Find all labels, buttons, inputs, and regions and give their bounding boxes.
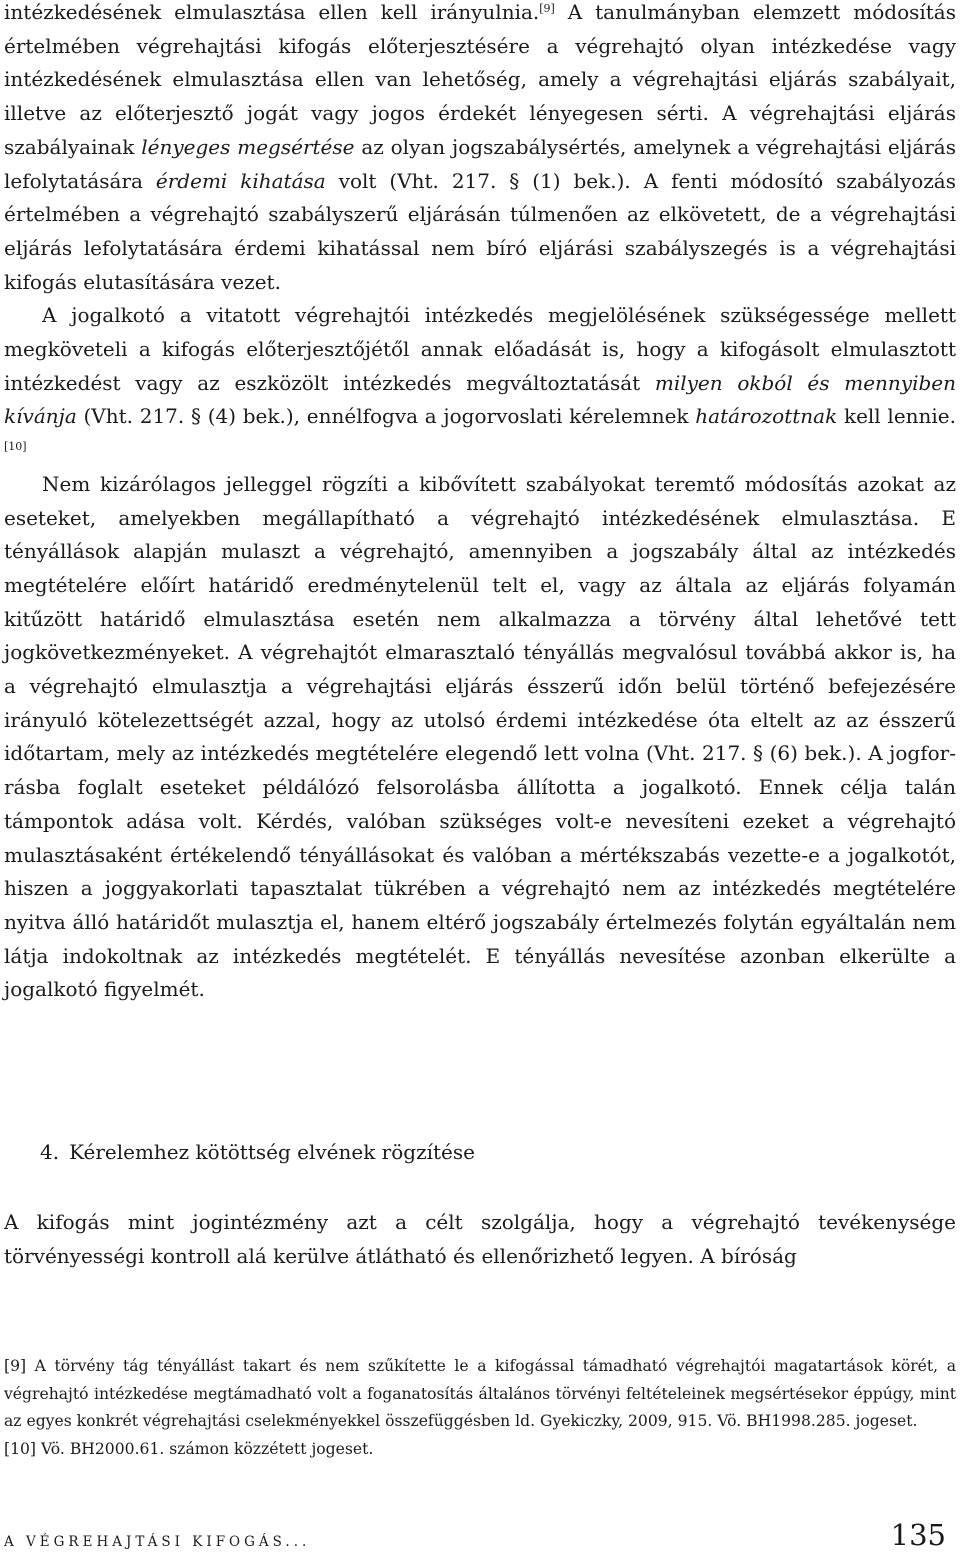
text-run: A tanulmányban elemzett módosítás értelmében végrehajtási kifogás előterjesztésére a végrehajtó olyan intézkedése vagy intézkedésének elmulasztása ellen van lehetőség, amely a végrehajtási eljárás szabályait, illetve az előterjesztő jogát vagy jogos érdekét lényegesen sérti. A végrehajtási eljárás szabályainak xyxy=(4,0,956,159)
emphasis-text: érdemi kihatása xyxy=(155,168,326,193)
paragraph-3: Nem kizárólagos jelleggel rögzíti a kibővített szabályokat teremtő módosítás azokat az eseteket, amelyekben megállapítható a végrehajtó intézkedésének elmulasztása. E tényállások alapján mulaszt a végrehajtó, amennyiben a jogszabály által az intézkedés megtételére előírt határidő eredménytelenül telt el, vagy az általa az eljárás folyamán kitűzött határidő elmulasztása esetén nem alkalmazza a törvény által lehetővé tett jogkövetkezményeket. A végrehajtót elmarasztaló tényállás megvalósul továbbá akkor is, ha a végrehajtó elmulasztja a végrehajtási eljárás ésszerű időn belül történő befejezésére irányuló kötelezettségét azzal, hogy az utolsó érdemi intézkedése óta eltelt az az ésszerű időtartam, mely az intézkedés megtételére elegendő lett volna (Vht. 217. § (6) bek.). A jogforrásba foglalt eseteket példálózó felsorolásba állította a jogalkotó. Ennek célja talán támpontok adása volt. Kérdés, valóban szükséges volt-e nevesíteni ezeket a végrehajtó mulasztásaként értékelendő tényállásokat és valóban a mértékszabás vezette-e a jogalkotót, hiszen a joggyakorlati tapasztalat tükrében a végrehajtó nem az intézkedés megtételére nyitva álló határidőt mulasztja el, hanem eltérő jogszabály értelmezés folytán egyáltalán nem látja indokoltnak az intézkedés megtételét. E tényállás nevesítése azonban elkerülte a jogalkotó figyelmét. xyxy=(4,471,956,1002)
emphasis-text: határozottnak xyxy=(695,404,838,429)
text-run: A jogalkotó a vitatott végrehajtói intézkedés megjelölésének szükségessége mellett megköveteli a kifogás előterjesztőjétől annak előadását is, hogy a kifogásolt elmulasztott intézkedést vagy az eszközölt intézkedés megváltoztatását xyxy=(4,303,956,395)
section-heading xyxy=(40,1135,940,1169)
section-title: Kérelemhez kötöttség elvének rögzítése xyxy=(69,1140,475,1164)
text-run: az olyan jogszabálysértés, amelynek a végrehajtási eljárás lefolytatására xyxy=(4,134,956,193)
emphasis-text: milyen okból és mennyiben kívánja xyxy=(4,370,957,429)
section-body-text xyxy=(4,1205,956,1273)
emphasis-text: lényeges megsértése xyxy=(141,134,355,159)
footnote-10: [10] Vö. BH2000.61. számon közzétett jogeset. xyxy=(4,1439,374,1458)
text-run: (Vht. 217. § (4) bek.), ennélfogva a jogorvoslati kérelemnek xyxy=(76,404,696,429)
text-run: intézkedésének elmulasztása ellen kell irányulnia. xyxy=(4,0,540,24)
running-head: A VÉGREHAJTÁSI KIFOGÁS... xyxy=(4,1534,311,1550)
paragraph-2 xyxy=(4,299,956,468)
text-run: kell lennie. xyxy=(837,404,956,429)
text-run: volt (Vht. 217. § (1) bek.). A fenti módosító szabályozás értelmében a végrehajtó szabályszerű eljárásán túlmenően az elkövetett, de a végrehajtási eljárás lefolytatására érdemi kihatással nem bíró eljárási szabályszegés is a végrehajtási kifogás elutasítására vezet. xyxy=(4,168,956,294)
page-number: 135 xyxy=(890,1518,946,1552)
footnote-9: [9] A törvény tág tényállást takart és nem szűkítette le a kifogással támadható végrehajtói magatartások körét, a végrehajtó intézkedése megtámadható volt a foganatosítás általános törvényi feltételeinek megsértésekor éppúgy, mint az egyes konkrét végrehajtási cselekményekkel összefüggésben ld. Gyekiczky, 2009, 915. Vö. BH1998.285. jogeset. xyxy=(4,1357,956,1430)
section-number: 4. xyxy=(40,1140,60,1164)
footnote-ref-10[interactable]: [10] xyxy=(4,440,27,454)
paragraph-4: A kifogás mint jogintézmény azt a célt szolgálja, hogy a végrehajtó tevékenysége törvényességi kontroll alá kerülve átlátható és ellenőrizhető legyen. A bíróság xyxy=(4,1210,956,1268)
main-body-text xyxy=(4,0,956,1007)
footnotes xyxy=(4,1353,956,1463)
footnote-ref-9[interactable]: [9] xyxy=(539,2,555,15)
paragraph-1 xyxy=(4,0,956,299)
